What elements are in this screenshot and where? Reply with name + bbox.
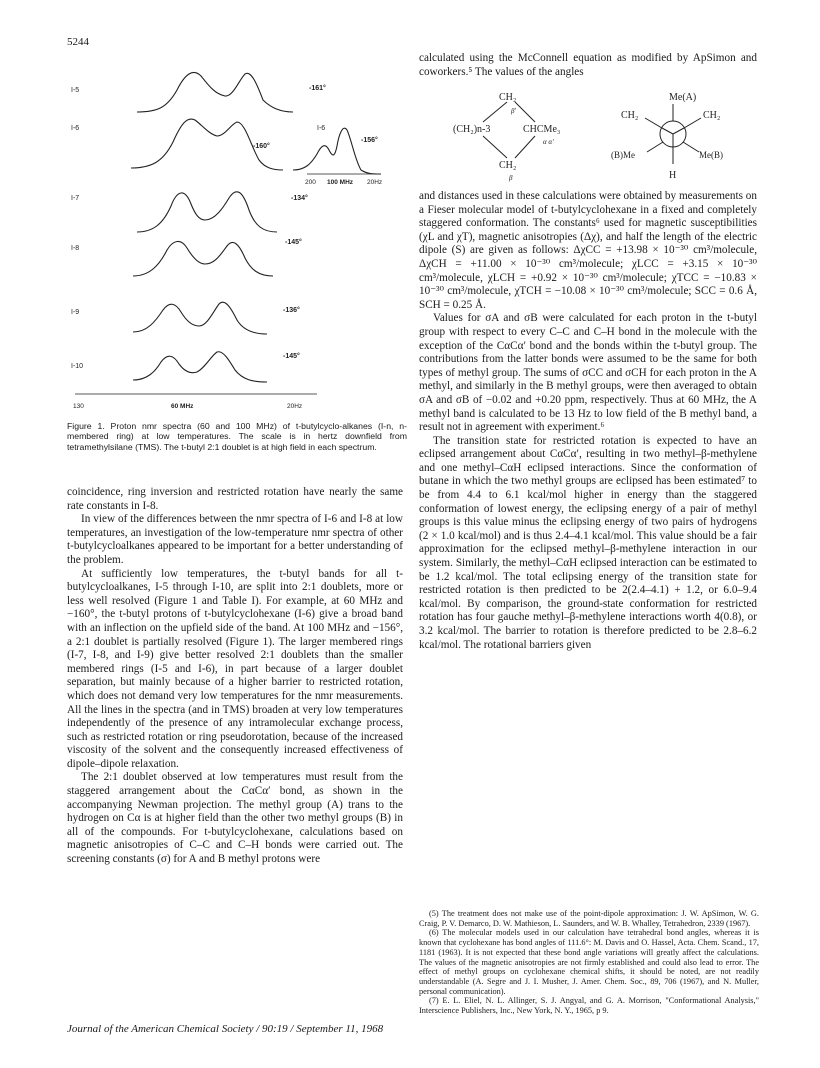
compound-label: I-6 xyxy=(71,125,80,132)
newman-bond xyxy=(645,118,662,128)
newman-bond xyxy=(647,142,663,152)
ring-left-label: (CH₂)n-3 xyxy=(453,124,491,135)
spectrum-line xyxy=(137,192,277,232)
ring-bond xyxy=(483,102,507,122)
spectrum-line xyxy=(137,72,293,112)
paragraph: In view of the differences between the nmr spectra of I-6 and I-8 at low temperatures, an investigation of the low-temperature nmr spectra of other t-butylcycloalkanes appeared to be important for a better understanding of the problem. xyxy=(67,513,403,566)
ring-bond xyxy=(515,102,535,122)
newman-bond xyxy=(662,128,673,134)
bottom-scale-right: 20Hz xyxy=(287,403,303,410)
temperature-label: -161° xyxy=(309,85,326,92)
bottom-scale-left: 130 xyxy=(73,403,84,410)
footnote: (5) The treatment does not make use of the point-dipole approximation: J. W. ApSimon, W. G. Craig, P. V. Demarco, D. W. Mathieson, L. Saunders, and W. B. Whalley, Tetrahedron, 2339 (1967). xyxy=(419,909,759,928)
inset-scale-middle: 100 MHz xyxy=(327,179,354,186)
newman-bottom-label: H xyxy=(669,170,677,181)
left-column xyxy=(67,486,403,867)
paragraph: The 2:1 doublet observed at low temperatures must result from the staggered arrangement about the CαCα′ bond, as shown in the accompanying Newman projection. The methyl group (A) trans to the hydrogen on Cα is at higher field than the other two methyl groups (B) in all of the compounds. For t-butylcyclohexane, calculations based on magnetic anisotropies of C–C and C–H bonds were carried out. The screening constants (σ) for A and B methyl protons were xyxy=(67,771,403,866)
bottom-scale-middle: 60 MHz xyxy=(171,403,194,410)
inset-scale-right: 20Hz xyxy=(367,179,383,186)
journal-footer: Journal of the American Chemical Society / 90:19 / September 11, 1968 xyxy=(67,1023,384,1035)
newman-bottom-right-label: Me(B) xyxy=(699,150,723,160)
figure-1 xyxy=(67,50,407,430)
ring-beta-top: β′ xyxy=(511,107,517,115)
inset-scale-left: 200 xyxy=(305,179,316,186)
inset-compound-label: I-6 xyxy=(317,125,326,132)
temperature-label: -145° xyxy=(285,239,302,246)
ring-alpha-label: α α′ xyxy=(543,138,554,146)
footnote: (6) The molecular models used in our calculation have tetrahedral bond angles, whereas it is known that cyclohexane has bond angles of 111.6°: M. Davis and O. Hassel, Acta. Chem. Scand., 17, 1181 (1963). It is not expected that these bond angle variations will greatly affect the calculations. The values of the magnetic anisotropies are not firmly established and could also lead to error. The effect of methyl groups on cyclohexane chemical shifts, it should be noted, are not readily understandable (A. Segre and J. I. Musher, J. Amer. Chem. Soc., 89, 706 (1967), and N. Muller, personal communication). xyxy=(419,928,759,996)
footnote: (7) E. L. Eliel, N. L. Allinger, S. J. Angyal, and G. A. Morrison, "Conformational Analysis," Interscience Publishers, Inc., New York, N. Y., 1965, p 9. xyxy=(419,996,759,1016)
right-column-top xyxy=(419,52,757,79)
structure-svg xyxy=(419,86,757,186)
inset-temperature-label: -156° xyxy=(361,137,378,144)
newman-top-label: Me(A) xyxy=(669,92,697,103)
spectrum-line xyxy=(133,352,267,382)
compound-label: I-10 xyxy=(71,363,84,370)
spectrum-line xyxy=(133,302,267,334)
paragraph: Values for σA and σB were calculated for each proton in the t-butyl group with respect to every C–C and C–H bond in the molecule with the exception of the CαCα′ bond and the bonds within the t-butyl group. The contributions from the latter bonds were assumed to be the same for both types of methyl group. The sums of σCC and σCH for each proton in the A methyl, and similarly in the B methyl groups, were then averaged to obtain σA and σB of −0.02 and +0.20 ppm, respectively. Thus at 60 MHz, the A methyl band is calculated to be 13 Hz to low field of the B methyl band, a result not in agreement with experiment.⁶ xyxy=(419,312,757,434)
spectrum-line xyxy=(133,241,273,276)
ring-bond xyxy=(515,136,535,158)
right-column xyxy=(419,190,757,652)
temperature-label: -134° xyxy=(291,195,308,202)
temperature-label: -136° xyxy=(283,307,300,314)
page-number: 5244 xyxy=(67,36,89,48)
newman-bond xyxy=(673,128,684,134)
temperature-label: -145° xyxy=(283,353,300,360)
paragraph: calculated using the McConnell equation as modified by ApSimon and coworkers.⁵ The values of the angles xyxy=(419,52,757,78)
compound-label: I-8 xyxy=(71,245,80,252)
structure-diagram xyxy=(419,86,757,186)
spectrum-line xyxy=(293,128,381,174)
paragraph: coincidence, ring inversion and restricted rotation have nearly the same rate constants in I-8. xyxy=(67,486,403,512)
compound-label: I-7 xyxy=(71,195,80,202)
paragraph: and distances used in these calculations were obtained by measurements on a Fieser molecular model of t-butylcyclohexane in a fixed and completely staggered conformation. The constants⁶ used for magnetic susceptibilities (χL and χT), magnetic anisotropies (Δχ), and half the length of the electric dipole (S) are given as follows: ΔχCC = +13.98 × 10⁻³⁰ cm³/molecule, ΔχCH = +11.00 × 10⁻³⁰ cm³/molecule; χLCC = +3.15 × 10⁻³⁰ cm³/molecule, χLCH = +0.92 × 10⁻³⁰ cm³/molecule; χTCC = −10.83 × 10⁻³⁰ cm³/molecule, χTCH = −10.08 × 10⁻³⁰ cm³/molecule; SCC = 0.6 Å, SCH = 0.25 Å. xyxy=(419,190,757,311)
footnotes xyxy=(419,909,759,1016)
newman-right-label: CH₂ xyxy=(703,110,721,121)
newman-bottom-left-label: (B)Me xyxy=(611,150,635,160)
ring-bottom-label: CH₂ xyxy=(499,160,517,171)
ring-beta-bottom: β xyxy=(509,174,513,182)
newman-bond xyxy=(683,142,699,152)
ring-right-label: CHCMe₃ xyxy=(523,124,561,135)
paragraph: The transition state for restricted rotation is expected to have an eclipsed arrangement about CαCα′, resulting in two methyl–β-methylene and one methyl–CαH eclipsed interactions. Since the conformation of butane in which the two methyl groups are eclipsed has been estimated⁷ to be from 4.4 to 6.1 kcal/mol higher in energy than the staggered conformation of lowest energy, the eclipsing energy of a pair of methyl groups is this value minus the eclipsing energy of two pairs of hydrogens (2 × 1.0 kcal/mol) and is thus 2.4–4.1 kcal/mol. This value should be a fair approximation for the eclipsed methyl–β-methylene interaction in our system. Similarly, the methyl–CαH eclipsed interaction can be estimated to be 1.2 kcal/mol. The total eclipsing energy of the transition state for restricted rotation is then predicted to be 2(2.4–4.1) + 1.2, or 6.0–9.4 kcal/mol. By comparison, the ground-state conformation for restricted rotation has four gauche methyl–β-methylene interactions worth 4(0.8), or 3.2 kcal/mol. The barrier to rotation is therefore predicted to be 2.8–6.2 kcal/mol. The rotational barriers given xyxy=(419,434,757,651)
nmr-spectra-plot xyxy=(67,50,407,422)
paragraph: At sufficiently low temperatures, the t-butyl bands for all t-butylcycloalkanes, I-5 through I-10, are split into 2:1 doublets, more or less well resolved (Figure 1 and Table I). For example, at 60 MHz and −160°, the t-butyl protons of t-butylcyclohexane (I-6) give a broad band with an inflection on the upfield side of the band. At 100 MHz and −156°, a 2:1 doublet is partially resolved (Figure 1). The larger membered rings (I-7, I-8, and I-9) give better resolved 2:1 doublets than the smaller membered rings (I-5 and I-6), in part because of a larger doublet separation, but mainly because of a higher barrier to restricted rotation, which does not demand very low temperatures for the nmr measurements. All the lines in the spectra (and in TMS) broaden at very low temperatures independently of the presence of any intramolecular exchange process, such as restricted rotation or ring pseudorotation, because of the increased viscosity of the solvent and the consequently increased effectiveness of dipole–dipole relaxation. xyxy=(67,567,403,770)
compound-label: I-5 xyxy=(71,87,80,94)
ring-bond xyxy=(483,136,507,158)
figure-caption: Figure 1. Proton nmr spectra (60 and 100 MHz) of t-butylcyclo-alkanes (I-n, n-membered ring) at low temperatures. The scale is in hertz downfield from tetramethylsilane (TMS). The t-butyl 2:1 doublet is at high field in each spectrum. xyxy=(67,421,407,452)
ring-top-label: CH₂ xyxy=(499,92,517,103)
compound-label: I-9 xyxy=(71,309,80,316)
temperature-label: -160° xyxy=(253,143,270,150)
newman-bond xyxy=(684,118,701,128)
newman-left-label: CH₂ xyxy=(621,110,639,121)
